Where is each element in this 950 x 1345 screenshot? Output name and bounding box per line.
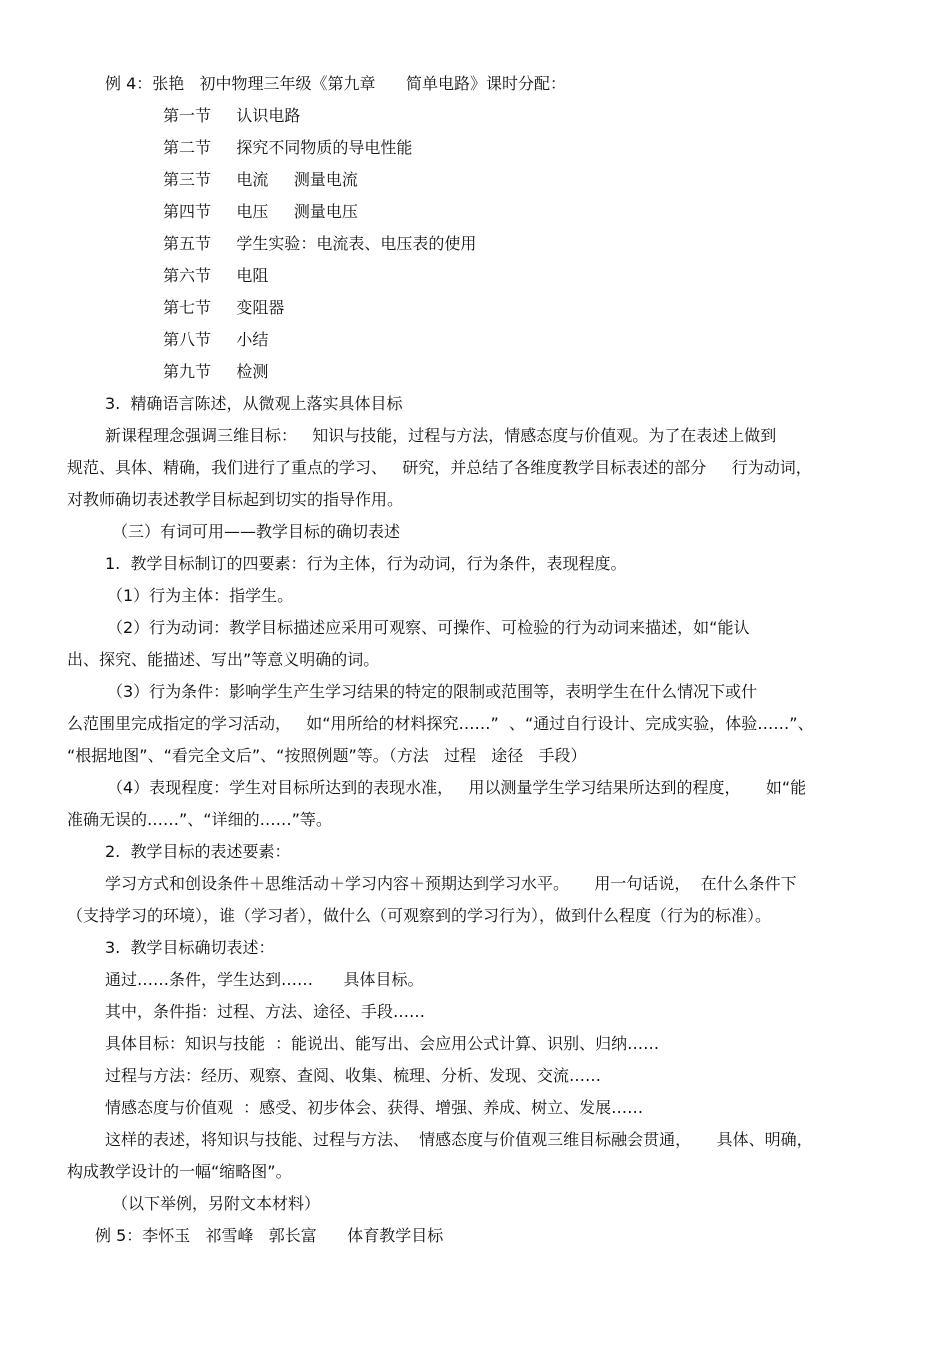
paragraph-line: 这样的表述，将知识与技能、过程与方法、 情感态度与价值观三维目标融会贯通， 具体、明确， bbox=[105, 1130, 813, 1149]
note-line: （以下举例，另附文本材料） bbox=[112, 1194, 321, 1213]
paragraph-line: 情感态度与价值观 ：感受、初步体会、获得、增强、养成、树立、发展…… bbox=[105, 1098, 644, 1117]
section-item: 第八节 小结 bbox=[163, 330, 269, 349]
paragraph-line: 么范围里完成指定的学习活动， 如“用所给的材料探究……” 、“通过自行设计、完成实验，体验……”、 bbox=[67, 714, 814, 733]
paragraph-line: 准确无误的……”、“详细的……”等。 bbox=[67, 810, 332, 829]
numbered-heading: 3. 教学目标确切表述： bbox=[105, 938, 275, 957]
paragraph-line: （支持学习的环境），谁（学习者），做什么（可观察到的学习行为），做到什么程度（行为的标准）。 bbox=[67, 906, 772, 925]
section-heading: （三）有词可用——教学目标的确切表述 bbox=[112, 522, 401, 541]
paragraph-line: （2）行为动词：教学目标描述应采用可观察、可操作、可检验的行为动词来描述，如“能认 bbox=[107, 618, 750, 637]
section-item: 第一节 认识电路 bbox=[163, 106, 301, 125]
paragraph-line: 出、探究、能描述、写出”等意义明确的词。 bbox=[67, 650, 380, 669]
numbered-heading: 1. 教学目标制订的四要素：行为主体，行为动词，行为条件，表现程度。 bbox=[105, 554, 627, 573]
section-item: 第三节 电流 测量电流 bbox=[163, 170, 358, 189]
paragraph-line: 过程与方法：经历、观察、查阅、收集、梳理、分析、发现、交流…… bbox=[105, 1066, 602, 1085]
numbered-heading: 2. 教学目标的表述要素： bbox=[105, 842, 291, 861]
example-4-heading: 例 4：张艳 初中物理三年级《第九章 简单电路》课时分配： bbox=[105, 74, 567, 93]
section-item: 第五节 学生实验：电流表、电压表的使用 bbox=[163, 234, 477, 253]
paragraph-line: 学习方式和创设条件＋思维活动＋学习内容＋预期达到学习水平。 用一句话说， 在什么条件下 bbox=[105, 874, 797, 893]
section-item: 第四节 电压 测量电压 bbox=[163, 202, 358, 221]
paragraph-line: 新课程理念强调三维目标： 知识与技能，过程与方法，情感态度与价值观。为了在表述上做到 bbox=[105, 426, 777, 445]
paragraph-line: （1）行为主体：指学生。 bbox=[107, 586, 294, 605]
paragraph-line: 构成教学设计的一幅“缩略图”。 bbox=[67, 1162, 292, 1181]
example-5-heading: 例 5：李怀玉 祁雪峰 郭长富 体育教学目标 bbox=[95, 1226, 444, 1245]
paragraph-line: 规范、具体、精确，我们进行了重点的学习、 研究，并总结了各维度教学目标表述的部分 行为动词， bbox=[67, 458, 812, 477]
paragraph-line: “根据地图”、“看完全文后”、“按照例题”等。（方法 过程 途径 手段） bbox=[67, 746, 587, 765]
paragraph-line: 对教师确切表述教学目标起到切实的指导作用。 bbox=[67, 490, 404, 509]
paragraph-line: （4）表现程度：学生对目标所达到的表现水准， 用以测量学生学习结果所达到的程度， 如“能 bbox=[107, 778, 807, 797]
paragraph-line: 通过……条件，学生达到…… 具体目标。 bbox=[105, 970, 424, 989]
section-item: 第六节 电阻 bbox=[163, 266, 269, 285]
paragraph-line: 具体目标：知识与技能 ：能说出、能写出、会应用公式计算、识别、归纳…… bbox=[105, 1034, 660, 1053]
numbered-heading: 3. 精确语言陈述，从微观上落实具体目标 bbox=[105, 394, 403, 413]
section-item: 第二节 探究不同物质的导电性能 bbox=[163, 138, 413, 157]
section-item: 第九节 检测 bbox=[163, 362, 269, 381]
paragraph-line: 其中，条件指：过程、方法、途径、手段…… bbox=[105, 1002, 426, 1021]
paragraph-line: （3）行为条件：影响学生产生学习结果的特定的限制或范围等，表明学生在什么情况下或什 bbox=[107, 682, 758, 701]
section-item: 第七节 变阻器 bbox=[163, 298, 285, 317]
